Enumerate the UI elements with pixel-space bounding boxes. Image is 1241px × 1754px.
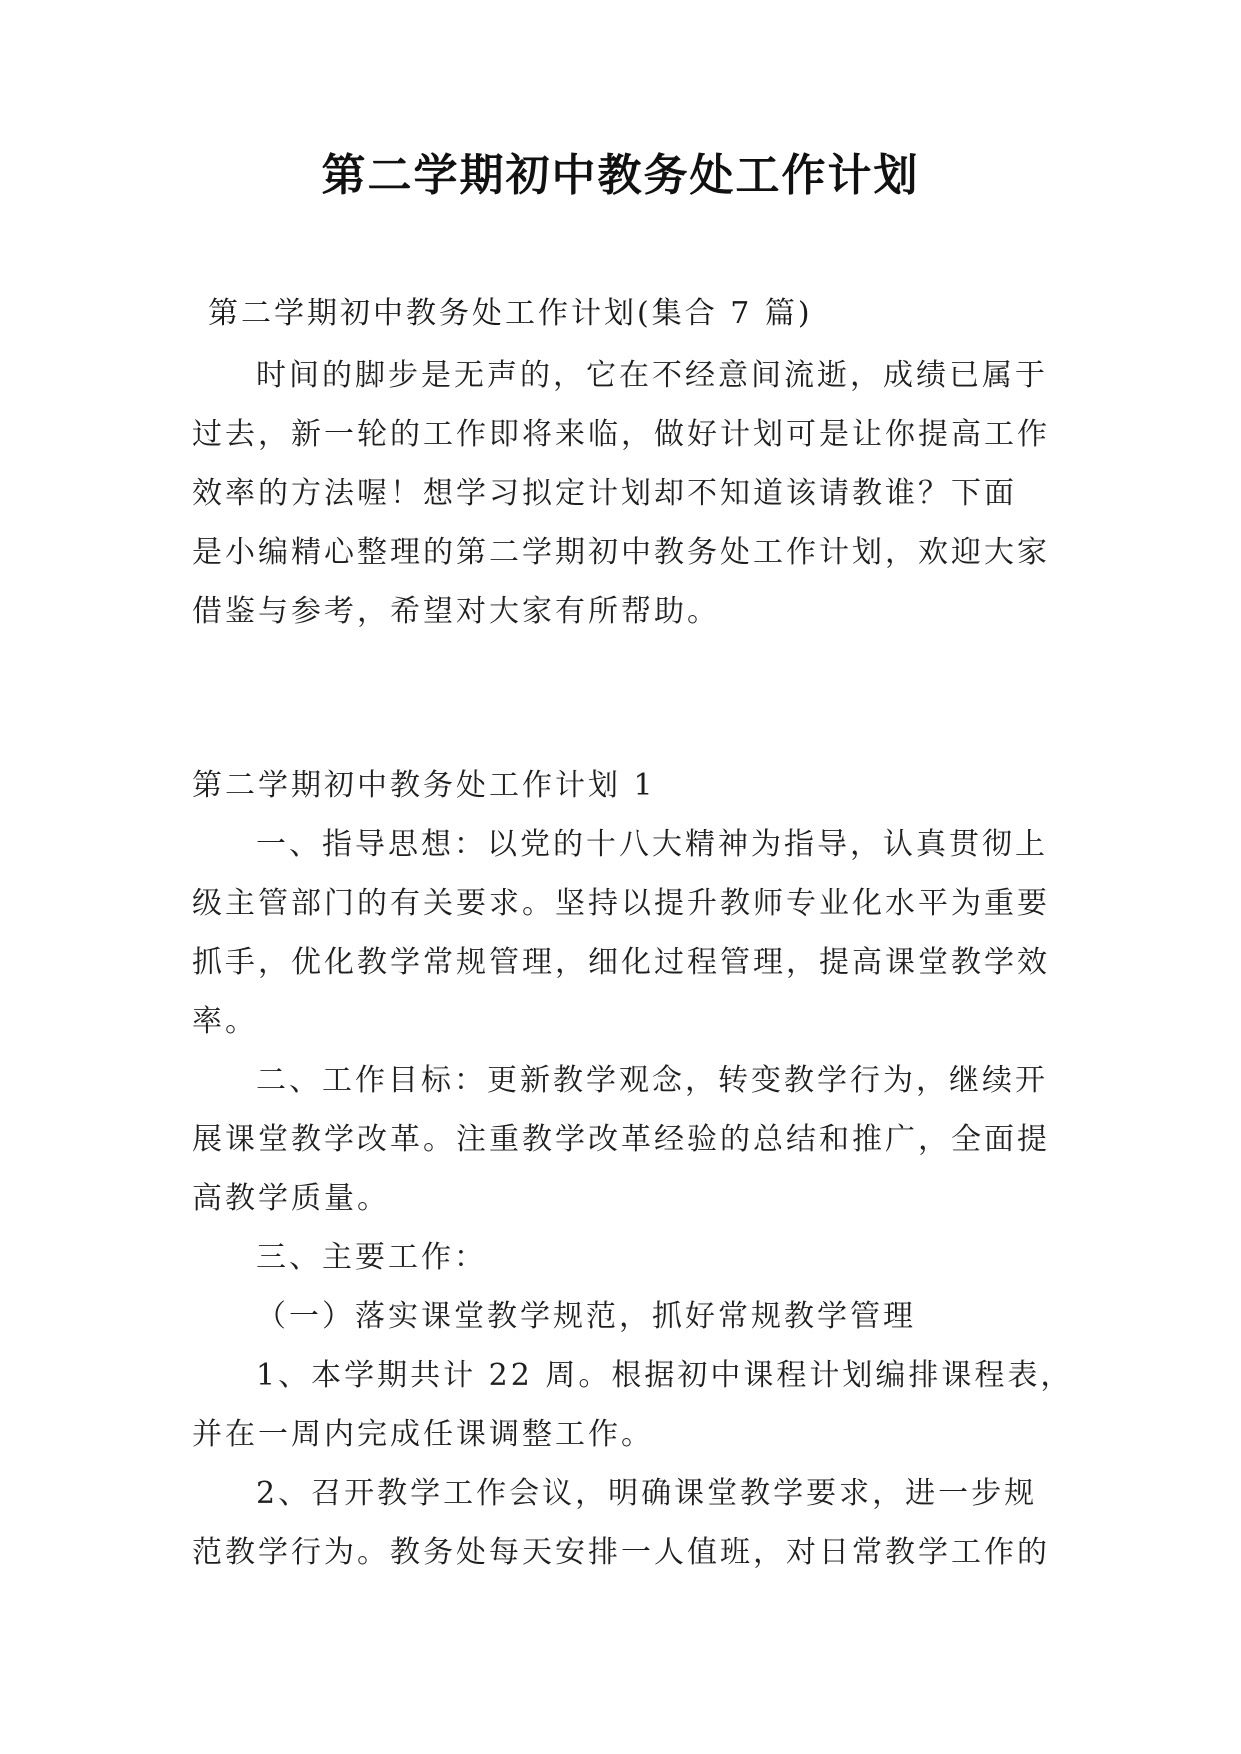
document-subtitle: 第二学期初中教务处工作计划(集合 7 篇) (208, 296, 813, 331)
intro-paragraph (192, 346, 1062, 641)
section-1 (192, 756, 1074, 1582)
intro-line: 是小编精心整理的第二学期初中教务处工作计划，欢迎大家 (192, 535, 1050, 570)
paragraph-line: 三、主要工作： (256, 1240, 487, 1275)
paragraph-line: 1、本学期共计 22 周。根据初中课程计划编排课程表， (256, 1358, 1074, 1393)
paragraph-line: 高教学质量。 (192, 1181, 390, 1216)
paragraph-line: 级主管部门的有关要求。坚持以提升教师专业化水平为重要 (192, 886, 1050, 921)
paragraph-line: 并在一周内完成任课调整工作。 (192, 1417, 654, 1452)
intro-line: 借鉴与参考，希望对大家有所帮助。 (192, 594, 720, 629)
paragraph-line: 范教学行为。教务处每天安排一人值班，对日常教学工作的 (192, 1535, 1050, 1570)
subheading-line: （一）落实课堂教学规范，抓好常规教学管理 (256, 1299, 916, 1334)
intro-line: 效率的方法喔！想学习拟定计划却不知道该请教谁？下面 (192, 476, 1017, 511)
paragraph-line: 一、指导思想：以党的十八大精神为指导，认真贯彻上 (256, 827, 1048, 862)
document-title: 第二学期初中教务处工作计划 (321, 150, 920, 201)
paragraph-line: 展课堂教学改革。注重教学改革经验的总结和推广，全面提 (192, 1122, 1050, 1157)
intro-line: 时间的脚步是无声的，它在不经意间流逝，成绩已属于 (256, 358, 1048, 393)
paragraph-line: 率。 (192, 1004, 258, 1039)
paragraph-line: 抓手，优化教学常规管理，细化过程管理，提高课堂教学效 (192, 945, 1050, 980)
intro-line: 过去，新一轮的工作即将来临，做好计划可是让你提高工作 (192, 417, 1050, 452)
paragraph-line: 二、工作目标：更新教学观念，转变教学行为，继续开 (256, 1063, 1048, 1098)
paragraph-line: 2、召开教学工作会议，明确课堂教学要求，进一步规 (256, 1476, 1038, 1511)
section-heading: 第二学期初中教务处工作计划 1 (192, 768, 656, 803)
